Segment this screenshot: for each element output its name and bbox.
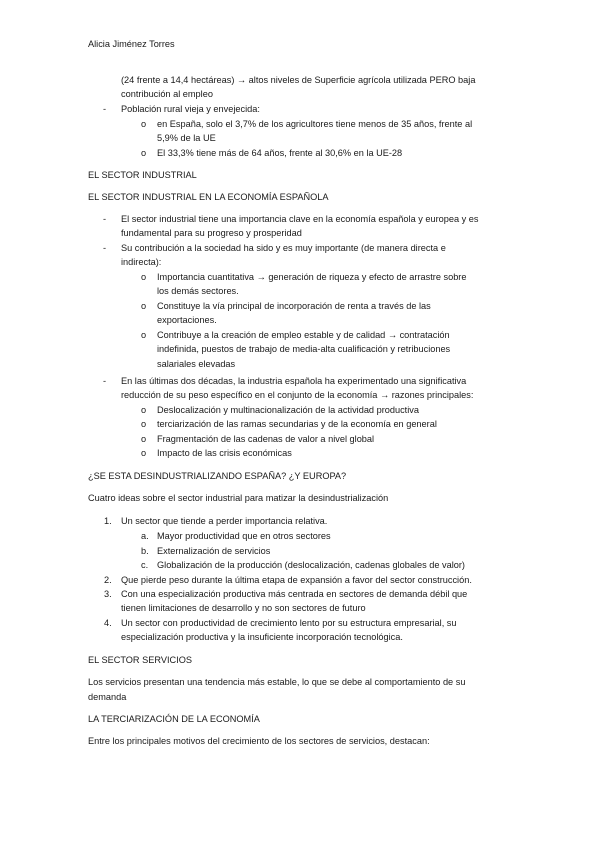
paragraph: Los servicios presentan una tendencia más estable, lo que se debe al comportamiento de su bbox=[88, 677, 466, 687]
paragraph-cont: demanda bbox=[88, 692, 127, 702]
list-item: Su contribución a la sociedad ha sido y es muy importante (de manera directa e bbox=[121, 243, 446, 253]
letter-marker: a. bbox=[141, 531, 149, 541]
author-header: Alicia Jiménez Torres bbox=[88, 39, 175, 49]
lettered-item: Externalización de servicios bbox=[157, 546, 271, 556]
dash-bullet: - bbox=[103, 214, 107, 224]
number-marker: 2. bbox=[104, 575, 112, 585]
circle-bullet: o bbox=[141, 405, 147, 415]
dash-bullet: - bbox=[103, 376, 107, 386]
continued-text-line: contribución al empleo bbox=[121, 89, 213, 99]
continued-text-line: (24 frente a 14,4 hectáreas) → altos niveles de Superficie agrícola utilizada PERO baja bbox=[121, 75, 476, 85]
letter-marker: c. bbox=[141, 560, 149, 570]
numbered-item-cont: especialización productiva y la insuficiente incorporación tecnológica. bbox=[121, 632, 403, 642]
circle-bullet: o bbox=[141, 272, 147, 282]
paragraph: Entre los principales motivos del crecimiento de los sectores de servicios, destacan: bbox=[88, 736, 430, 746]
sub-list-item: Deslocalización y multinacionalización de la actividad productiva bbox=[157, 405, 419, 415]
circle-bullet: o bbox=[141, 448, 147, 458]
circle-bullet: o bbox=[141, 330, 147, 340]
number-marker: 1. bbox=[104, 516, 112, 526]
sub-list-item: terciarización de las ramas secundarias y de la economía en general bbox=[157, 419, 437, 429]
sub-list-item: Constituye la vía principal de incorporación de renta a través de las bbox=[157, 301, 431, 311]
section-heading: EL SECTOR SERVICIOS bbox=[88, 655, 192, 665]
lettered-item: Mayor productividad que en otros sectores bbox=[157, 531, 331, 541]
sub-list-item: Contribuye a la creación de empleo estable y de calidad → contratación bbox=[157, 330, 450, 340]
number-marker: 4. bbox=[104, 618, 112, 628]
circle-bullet: o bbox=[141, 148, 147, 158]
circle-bullet: o bbox=[141, 419, 147, 429]
numbered-item-cont: tienen limitaciones de desarrollo y no son sectores de futuro bbox=[121, 603, 366, 613]
list-item-cont: reducción de su peso específico en el conjunto de la economía → razones principales: bbox=[121, 390, 474, 400]
list-item: Población rural vieja y envejecida: bbox=[121, 104, 260, 114]
sub-list-item-cont: los demás sectores. bbox=[157, 286, 239, 296]
sub-list-item-cont: 5,9% de la UE bbox=[157, 133, 216, 143]
dash-bullet: - bbox=[103, 104, 107, 114]
paragraph: Cuatro ideas sobre el sector industrial para matizar la desindustrialización bbox=[88, 493, 389, 503]
sub-list-item: en España, solo el 3,7% de los agricultores tiene menos de 35 años, frente al bbox=[157, 119, 473, 129]
section-heading: LA TERCIARIZACIÓN DE LA ECONOMÍA bbox=[88, 714, 260, 724]
circle-bullet: o bbox=[141, 301, 147, 311]
sub-list-item: Importancia cuantitativa → generación de riqueza y efecto de arrastre sobre bbox=[157, 272, 467, 282]
lettered-item: Globalización de la producción (deslocalización, cadenas globales de valor) bbox=[157, 560, 465, 570]
letter-marker: b. bbox=[141, 546, 149, 556]
numbered-item: Con una especialización productiva más centrada en sectores de demanda débil que bbox=[121, 589, 468, 599]
sub-list-item-cont: indefinida, puestos de trabajo de media-alta cualificación y retribuciones bbox=[157, 344, 451, 354]
section-heading: ¿SE ESTA DESINDUSTRIALIZANDO ESPAÑA? ¿Y EUROPA? bbox=[88, 471, 347, 481]
numbered-item: Que pierde peso durante la última etapa de expansión a favor del sector construcción. bbox=[121, 575, 472, 585]
number-marker: 3. bbox=[104, 589, 112, 599]
section-heading: EL SECTOR INDUSTRIAL EN LA ECONOMÍA ESPAÑOLA bbox=[88, 192, 329, 202]
numbered-item: Un sector con productividad de crecimiento lento por su estructura empresarial, su bbox=[121, 618, 457, 628]
circle-bullet: o bbox=[141, 434, 147, 444]
section-heading: EL SECTOR INDUSTRIAL bbox=[88, 170, 197, 180]
list-item-cont: indirecta): bbox=[121, 257, 162, 267]
list-item-cont: fundamental para su progreso y prosperidad bbox=[121, 228, 302, 238]
sub-list-item: Fragmentación de las cadenas de valor a nivel global bbox=[157, 434, 375, 444]
list-item: El sector industrial tiene una importancia clave en la economía española y europea y es bbox=[121, 214, 479, 224]
sub-list-item-cont: salariales elevadas bbox=[157, 359, 236, 369]
numbered-item: Un sector que tiende a perder importancia relativa. bbox=[121, 516, 328, 526]
sub-list-item-cont: exportaciones. bbox=[157, 315, 217, 325]
sub-list-item: Impacto de las crisis económicas bbox=[157, 448, 292, 458]
dash-bullet: - bbox=[103, 243, 107, 253]
sub-list-item: El 33,3% tiene más de 64 años, frente al 30,6% en la UE-28 bbox=[157, 148, 403, 158]
list-item: En las últimas dos décadas, la industria española ha experimentado una significativa bbox=[121, 376, 467, 386]
circle-bullet: o bbox=[141, 119, 147, 129]
